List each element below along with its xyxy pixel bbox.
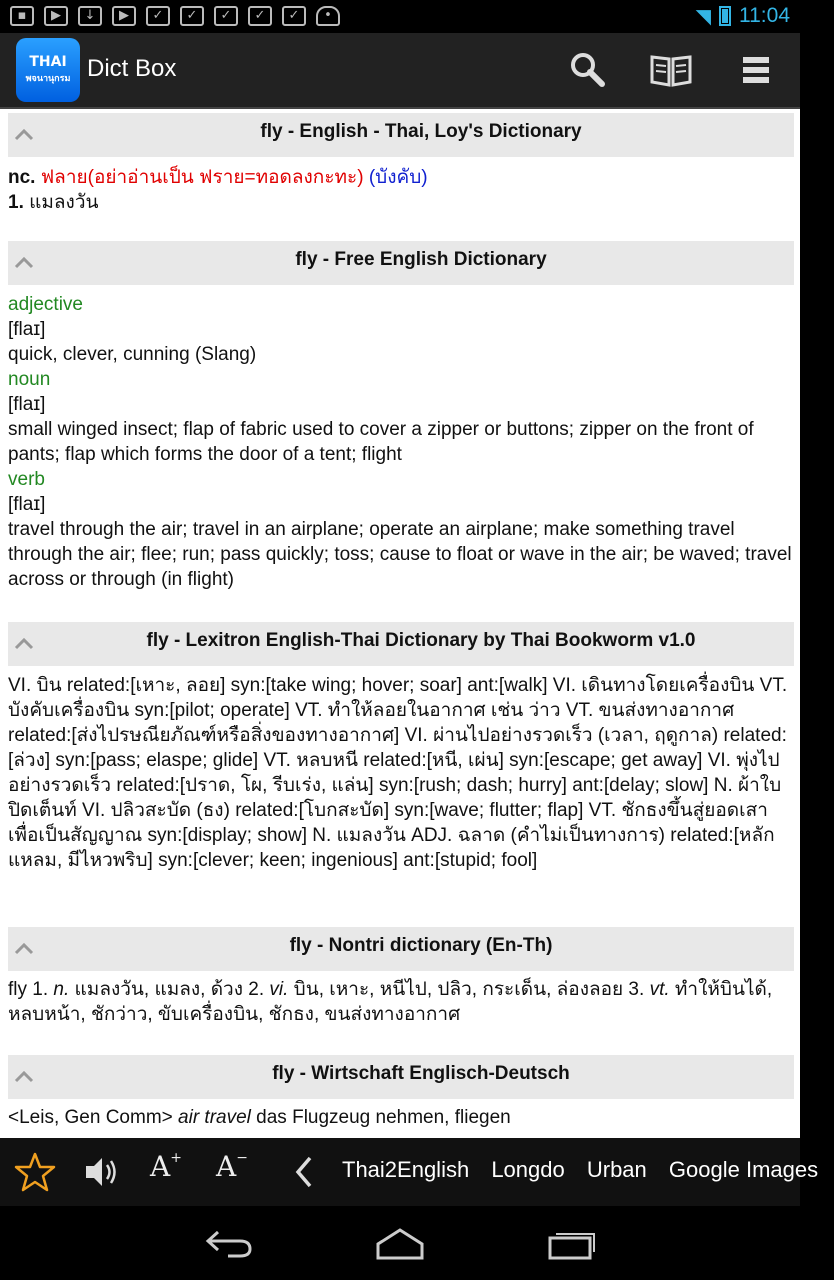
definition-text: travel through the air; travel in an airplane; operate an airplane; make something travel through the air; flee; run; pass quickly; toss; cause to float or wave in the air; be waved; travel across or through (in flight)	[8, 519, 792, 590]
link-longdo[interactable]: Longdo	[491, 1157, 565, 1182]
pronunciation: ฟลาย(อย่าอ่านเป็น ฟราย=ทอดลงกะทะ)	[40, 167, 364, 188]
link-urban[interactable]: Urban	[586, 1157, 647, 1182]
external-dict-links	[342, 1157, 834, 1183]
checkbox-icon: ✓	[146, 6, 170, 26]
checkbox-icon: ✓	[180, 6, 204, 26]
chevron-up-icon[interactable]	[14, 941, 34, 955]
part-of-speech: verb	[8, 469, 45, 490]
ipa: [flaɪ]	[8, 394, 46, 415]
section-title: fly - Wirtschaft Englisch-Deutsch	[272, 1063, 570, 1084]
clock: 11:04	[739, 4, 790, 27]
usage-tag: (บังคับ)	[368, 167, 428, 188]
nav-home-button[interactable]	[374, 1224, 426, 1262]
term: air travel	[178, 1107, 251, 1128]
app-icon[interactable]	[16, 38, 80, 102]
menu-icon	[733, 47, 779, 93]
section-header-loy[interactable]	[8, 113, 794, 157]
entry-free	[8, 292, 794, 592]
notification-icons	[10, 6, 340, 26]
back-arrow-icon	[204, 1224, 256, 1262]
chevron-up-icon[interactable]	[14, 636, 34, 650]
link-google-images[interactable]: Google Images	[668, 1157, 819, 1182]
font-decrease-icon: A	[216, 1150, 237, 1183]
chevron-up-icon[interactable]	[14, 255, 34, 269]
video-icon: ▶	[44, 6, 68, 26]
section-title: fly - Lexitron English-Thai Dictionary by Thai Bookworm v1.0	[146, 630, 696, 651]
definition-number: 1.	[8, 192, 24, 213]
pos-abbrev: n.	[53, 979, 70, 1000]
definition-text: VI. บิน related:[เหาะ, ลอย] syn:[take wing; hover; soar] ant:[walk] VI. เดินทางโดยเครื่องบิน VT. บังคับเครื่องบิน syn:[pilot; operate] VT. ทำให้ลอยในอากาศ เช่น ว่าว VT. ขนส่งทางอากาศ related:[ส่งไปรษณียภัณฑ์หรือสิ่งของทางอากาศ] VI. ผ่านไปอย่างรวดเร็ว (เวลา, ฤดูกาล) related:[ล่วง] syn:[pass; elaspe; glide] VT. หลบหนี related:[หนี, เผ่น] syn:[escape; get away] VI. พุ่งไปอย่างรวดเร็ว related:[ปราด, โผ, รีบเร่ง, แล่น] syn:[rush; dash; hurry] ant:[delay; slow] N. ผ้าใบปิดเต็นท์ VI. ปลิวสะบัด (ธง) related:[โบกสะบัด] syn:[wave; flutter; flap] VT. ชักธงขึ้นสู่ยอดเสาเพื่อเป็นสัญญาณ syn:[display; show] N. แมลงวัน ADJ. ฉลาด (คำไม่เป็นทางการ) related:[หลักแหลม, มีไหวพริบ] syn:[clever; keen; ingenious] ant:[stupid; fool]	[8, 675, 788, 871]
star-icon	[14, 1150, 56, 1194]
favorite-button[interactable]	[14, 1150, 56, 1194]
menu-button[interactable]	[733, 47, 779, 93]
play-icon: ▶	[112, 6, 136, 26]
font-increase-icon: A	[150, 1150, 171, 1183]
action-bar	[0, 33, 800, 107]
app-icon-text: THAI	[29, 54, 67, 70]
pos-abbrev: vi.	[269, 979, 289, 1000]
battery-icon	[719, 6, 731, 26]
chevron-up-icon[interactable]	[14, 127, 34, 141]
part-of-speech: nc.	[8, 167, 36, 188]
section-header-free[interactable]	[8, 241, 794, 285]
ipa: [flaɪ]	[8, 494, 46, 515]
entry-line	[8, 165, 794, 190]
search-button[interactable]	[565, 47, 611, 93]
app-icon-subtext: พจนานุกรม	[25, 74, 71, 84]
checkbox-icon: ✓	[248, 6, 272, 26]
domain-label: <Leis, Gen Comm>	[8, 1107, 179, 1128]
definition-text: ทำให้บินได้, หลบหน้า, ชักว่าว, ขับเครื่องบิน, ชักธง, ขนส่งทางอากาศ	[8, 979, 773, 1025]
font-increase-button[interactable]	[150, 1150, 186, 1194]
speaker-icon	[80, 1150, 122, 1194]
download-icon: ↓	[78, 6, 102, 26]
app-title: Dict Box	[87, 55, 177, 82]
dictionary-results[interactable]	[0, 109, 800, 1138]
section-header-lexitron[interactable]	[8, 622, 794, 666]
recent-apps-icon	[546, 1224, 598, 1262]
pos-abbrev: vt.	[649, 979, 670, 1000]
home-icon	[374, 1224, 426, 1262]
section-title: fly - Free English Dictionary	[295, 249, 547, 270]
search-icon	[565, 47, 611, 93]
definition-text: แมลงวัน	[29, 192, 99, 213]
definition-text: quick, clever, cunning (Slang)	[8, 344, 257, 365]
plus-icon: +	[170, 1150, 182, 1166]
definition-text: บิน, เหาะ, หนีไป, ปลิว, กระเด็น, ล่องลอย 3.	[288, 979, 650, 1000]
ipa: [flaɪ]	[8, 319, 46, 340]
definition-text: das Flugzeug nehmen, fliegen	[250, 1107, 511, 1128]
entry-wirtschaft	[8, 1105, 794, 1130]
book-icon	[648, 47, 694, 93]
minus-icon: −	[236, 1150, 248, 1166]
entry-nontri	[8, 977, 794, 1027]
bottom-toolbar	[0, 1138, 819, 1206]
chevron-left-icon	[290, 1150, 318, 1194]
entry-line	[8, 190, 794, 215]
section-title: fly - English - Thai, Loy's Dictionary	[260, 121, 582, 142]
checkbox-icon: ✓	[214, 6, 238, 26]
scroll-left-button[interactable]	[290, 1150, 318, 1194]
definition-text: small winged insect; flap of fabric used to cover a zipper or buttons; zipper on the front of pants; flap which forms the door of a tent; flight	[8, 419, 754, 465]
checkbox-icon: ✓	[282, 6, 306, 26]
link-thai2english[interactable]: Thai2English	[342, 1157, 470, 1182]
definition-text: fly 1.	[8, 979, 54, 1000]
wifi-icon: ◥	[695, 4, 711, 28]
definition-text: แมลงวัน, แมลง, ด้วง 2.	[69, 979, 270, 1000]
nav-back-button[interactable]	[204, 1224, 256, 1262]
chevron-up-icon[interactable]	[14, 1069, 34, 1083]
status-bar	[0, 0, 800, 33]
android-icon: •	[316, 6, 340, 26]
section-header-nontri[interactable]	[8, 927, 794, 971]
speak-button[interactable]	[80, 1150, 122, 1194]
section-header-wirtschaft[interactable]	[8, 1055, 794, 1099]
nav-recent-apps-button[interactable]	[546, 1224, 598, 1262]
system-nav-bar	[0, 1206, 800, 1280]
image-icon: ▪	[10, 6, 34, 26]
font-decrease-button[interactable]	[216, 1150, 252, 1194]
part-of-speech: noun	[8, 369, 51, 390]
part-of-speech: adjective	[8, 294, 83, 315]
section-title: fly - Nontri dictionary (En-Th)	[289, 935, 553, 956]
entry-lexitron	[8, 673, 794, 873]
entry-loy	[8, 165, 794, 215]
dictionary-book-button[interactable]	[648, 47, 694, 93]
